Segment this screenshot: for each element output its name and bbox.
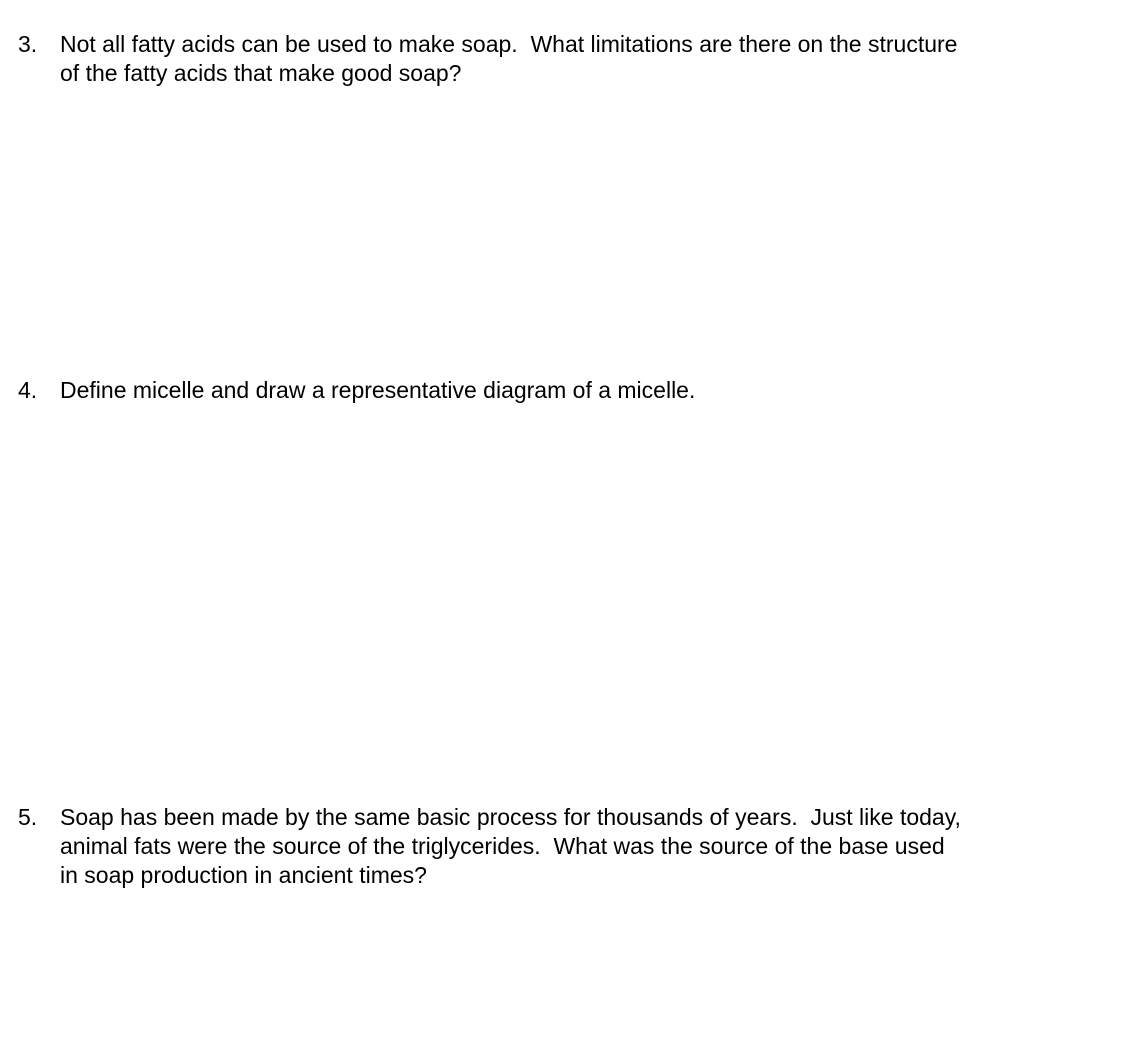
question-number: 5.	[18, 804, 38, 830]
question-text	[60, 803, 1098, 890]
question-number: 3.	[18, 31, 38, 57]
question-text	[60, 376, 1098, 405]
question-line: Soap has been made by the same basic process for thousands of years. Just like today,	[60, 804, 961, 830]
question-line: in soap production in ancient times?	[60, 862, 427, 888]
question-line: Define micelle and draw a representative diagram of a micelle.	[60, 377, 696, 403]
question-text	[60, 30, 1098, 88]
question-4	[18, 376, 1098, 405]
question-number: 4.	[18, 377, 38, 403]
question-3	[18, 30, 1098, 88]
question-line: animal fats were the source of the triglycerides. What was the source of the base used	[60, 833, 945, 859]
question-5	[18, 803, 1098, 890]
question-line: of the fatty acids that make good soap?	[60, 60, 462, 86]
question-line: Not all fatty acids can be used to make soap. What limitations are there on the structure	[60, 31, 958, 57]
